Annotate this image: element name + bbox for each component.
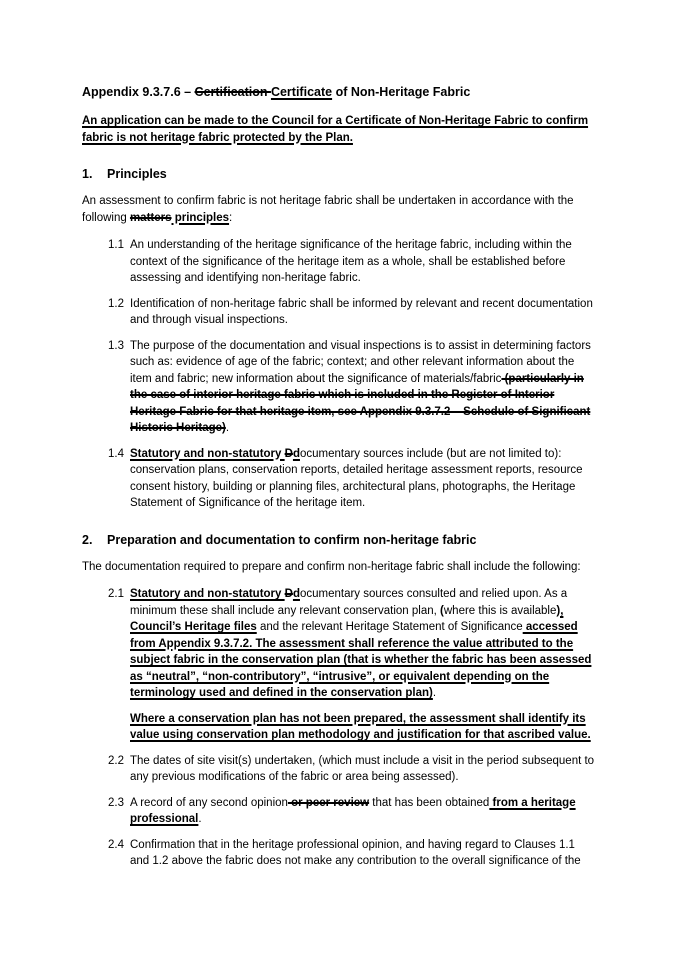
inserted-text: Where a conservation plan has not been prepared, the assessment shall identify its value using conservation plan methodology and justification for that ascribed value.: [130, 712, 591, 741]
inserted-text: (: [440, 604, 444, 617]
inserted-text: d: [292, 588, 300, 600]
text-run: Appendix 9.3.7.6 –: [82, 85, 195, 99]
text-content: [107, 532, 476, 549]
list-item-2.4: [108, 837, 595, 870]
inserted-text: principles: [171, 211, 230, 224]
text-content: [130, 338, 595, 437]
inserted-text: Statutory and non-statutory: [130, 588, 285, 600]
item-number: 2.3: [108, 796, 124, 809]
text-run: Identification of non-heritage fabric shall be informed by relevant and recent documentation and through visual inspections.: [130, 297, 593, 326]
inserted-text: ),: [556, 604, 564, 617]
text-run: A record of any second opinion: [130, 796, 288, 809]
text-run: The dates of site visit(s) undertaken, (which must include a visit in the period subsequent to any previous modifications of the fabric or area being assessed).: [130, 754, 595, 783]
text-content: [130, 237, 595, 287]
list-item-1.2: [108, 296, 595, 329]
deleted-text: or peer review: [287, 796, 370, 809]
text-run: Preparation and documentation to confirm non-heritage fabric: [107, 532, 477, 547]
text-run: of Non-Heritage Fabric: [332, 85, 471, 99]
text-content: [130, 837, 595, 870]
paragraph: [82, 193, 595, 226]
item-number: 1.2: [108, 297, 124, 310]
text-run: .: [198, 813, 202, 825]
text-run: The documentation required to prepare and confirm non-heritage fabric shall include the following:: [82, 560, 581, 573]
list-item-1.4: [108, 446, 595, 512]
text-content: [82, 85, 470, 99]
list-item-2.2: [108, 753, 595, 786]
text-content: [130, 446, 595, 512]
inserted-text: accessed from Appendix 9.3.7.2. The assessment shall reference the value attributed to the subject fabric in the conservation plan (that is whether the fabric has been assessed as “neutral”, “non-contributory”, “intrusive”, or equivalent depending on the terminology used and defined in the conservation plan): [130, 621, 592, 699]
inserted-text: d: [292, 447, 300, 460]
item-number: 2.2: [108, 754, 124, 767]
text-run: An assessment to confirm fabric is not heritage fabric shall be undertaken in accordance with the following: [82, 195, 574, 224]
text-run: .: [432, 687, 437, 699]
text-run: :: [229, 211, 233, 224]
document-body: [82, 84, 595, 870]
text-content: [130, 753, 595, 786]
item-number: 1.: [82, 167, 93, 181]
text-run: The purpose of the documentation and visual inspections is to assist in determining factors such as: evidence of age of the fabric; context; and other relevant information about the item and fabric; new information about the significance of materials/fabric: [130, 339, 591, 385]
item-number: 2.4: [108, 838, 124, 851]
deleted-text: D: [284, 447, 293, 460]
inserted-text: Certificate: [270, 85, 333, 99]
inserted-text: Statutory and non-statutory: [130, 447, 285, 460]
paragraph: [130, 711, 595, 744]
text-content: [130, 795, 595, 828]
item-number: 1.4: [108, 447, 124, 460]
deleted-text: D: [284, 588, 293, 600]
text-run: where this is available: [443, 604, 557, 617]
text-content: [82, 115, 588, 144]
item-number: 2.: [82, 532, 93, 547]
text-run: Principles: [107, 167, 167, 181]
deleted-text: Certification: [194, 85, 271, 99]
list-item-2.1: [108, 586, 595, 702]
deleted-text: matters: [129, 211, 172, 224]
inserted-text: An application can be made to the Council for a Certificate of Non-Heritage Fabric to confirm fabric is not heritage fabric protected by the Plan.: [82, 115, 589, 144]
section-heading-1: [82, 166, 595, 183]
text-content: [82, 195, 574, 224]
inserted-text: Council’s Heritage files: [130, 621, 257, 633]
text-content: [82, 561, 581, 573]
text-run: Confirmation that in the heritage professional opinion, and having regard to Clauses 1.1 and 1.2 above the fabric does not make any contribution to the overall significance of the: [130, 838, 581, 867]
text-run: and the relevant Heritage Statement of Significance: [256, 621, 523, 633]
inserted-text: from a heritage professional: [130, 796, 576, 825]
list-item-1.3: [108, 338, 595, 437]
paragraph: [82, 113, 595, 146]
list-item-2.3: [108, 795, 595, 828]
text-run: that has been obtained: [369, 796, 490, 809]
text-content: [130, 586, 595, 702]
text-run: .: [225, 422, 230, 434]
item-number: 1.3: [108, 339, 124, 352]
deleted-text: (particularly in the case of interior heritage fabric which is included in the Register of Interior Heritage Fabric for that heritage item, see Appendix 9.3.7.2 – Schedule of Significant Historic Heritage): [130, 372, 591, 434]
paragraph: [82, 559, 595, 576]
list-item-1.1: [108, 237, 595, 287]
item-number: 1.1: [108, 239, 124, 251]
text-run: ocumentary sources include (but are not limited to): conservation plans, conservation reports, detailed heritage assessment reports, resource consent history, building or planning files, architectural plans, photographs, the Heritage Statement of Significance of the heritage item.: [130, 447, 583, 509]
text-content: [107, 166, 167, 183]
document-title: [82, 84, 595, 101]
item-number: 2.1: [108, 588, 124, 600]
text-content: [130, 713, 591, 742]
section-heading-2: [82, 532, 595, 549]
text-run: An understanding of the heritage significance of the heritage fabric, including within the context of the significance of the heritage item as a whole, shall be established before assessing and identifying non-heritage fabric.: [130, 239, 572, 284]
text-run: ocumentary sources consulted and relied upon. As a minimum these shall include any relevant conservation plan,: [130, 588, 568, 617]
text-content: [130, 296, 595, 329]
